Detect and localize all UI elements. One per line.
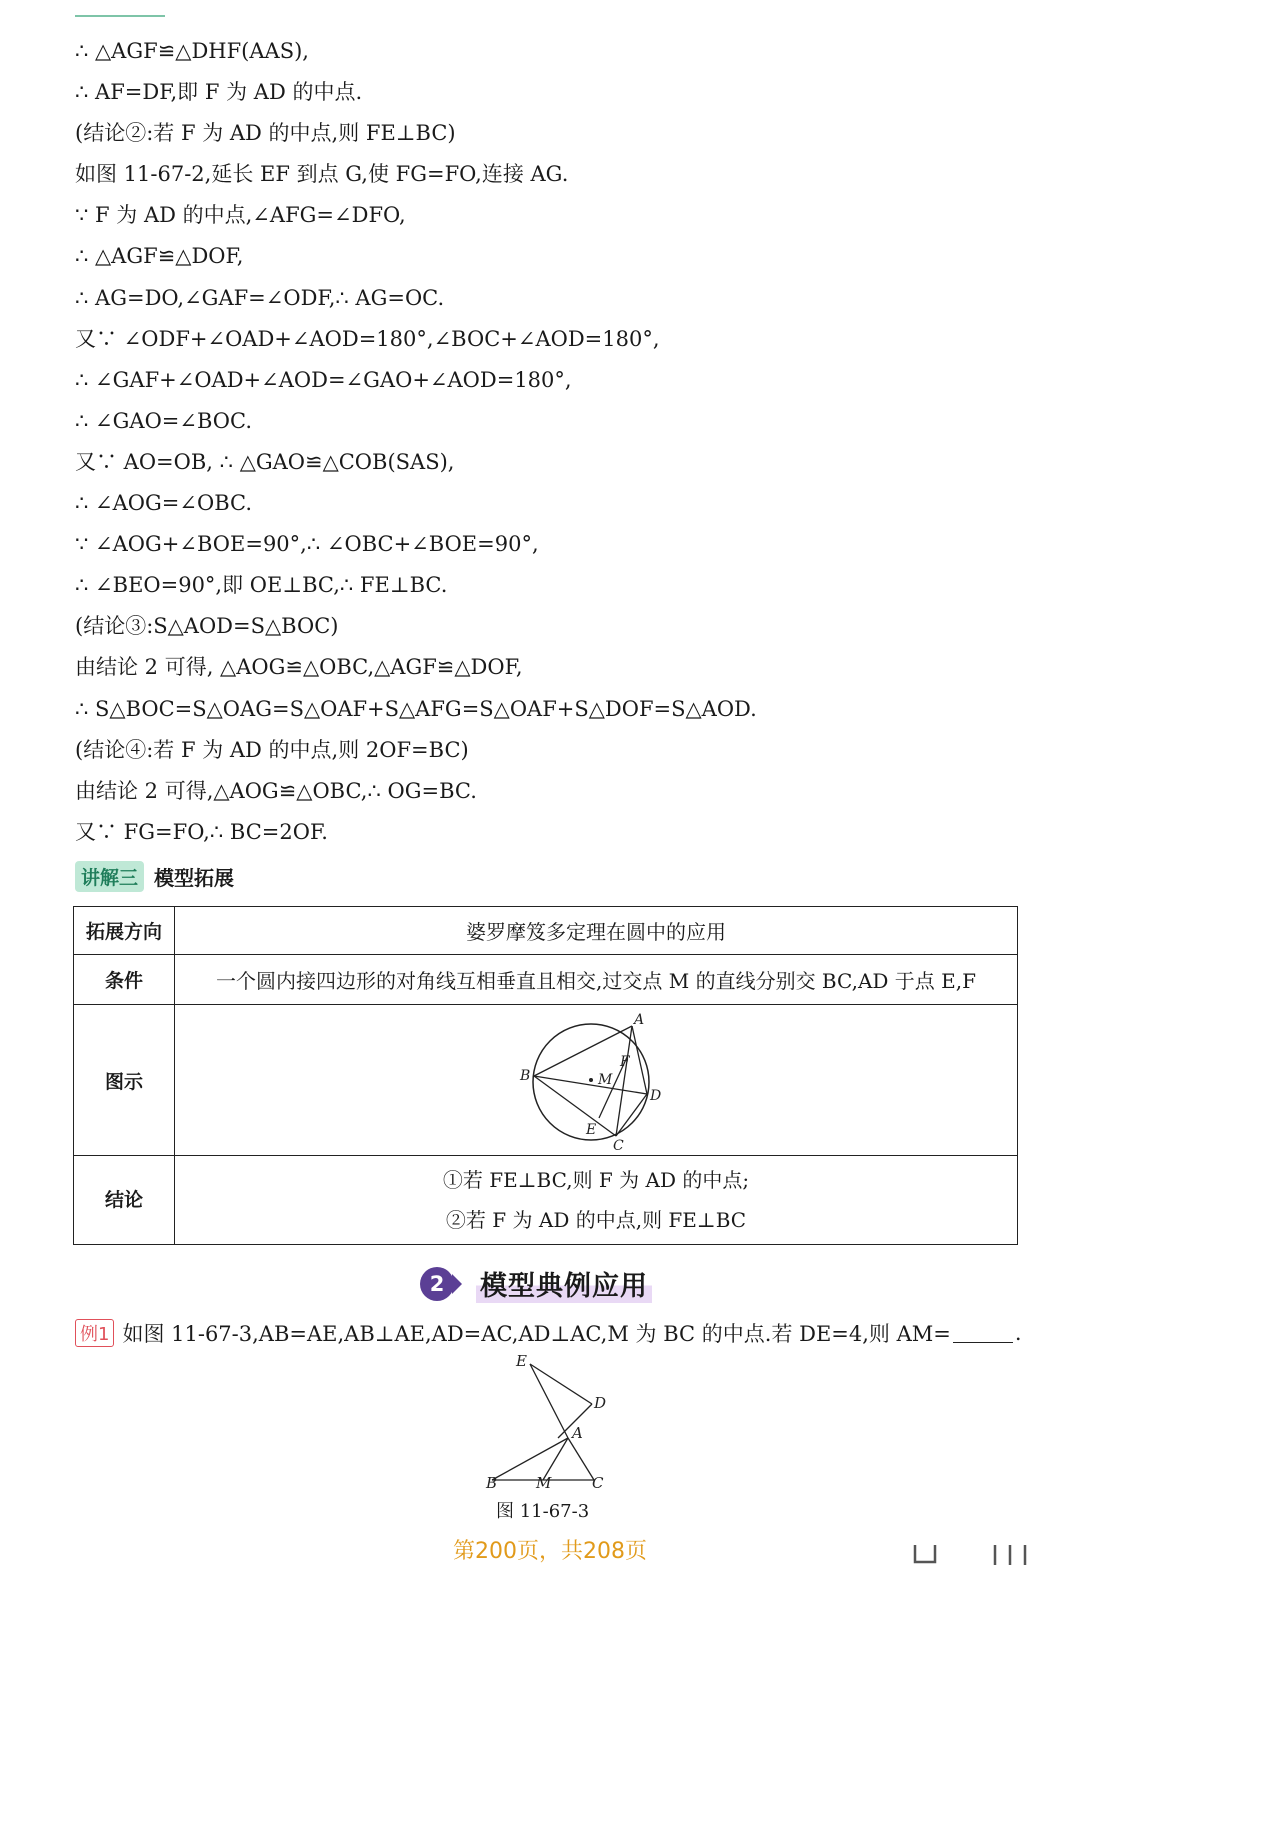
row-content: 一个圆内接四边形的对角线互相垂直且相交,过交点 M 的直线分别交 BC,AD 于点 E,F [175,955,1018,1005]
proof-line: 由结论 2 可得, △AOG≌△OBC,△AGF≌△DOF, [75,655,523,680]
label-m: M [598,1072,613,1088]
circle-quadrilateral-figure [506,1010,686,1150]
part-heading [420,1264,652,1303]
page-footer: 第200页，共208页 [453,1539,647,1564]
fig2-label-e: E [516,1352,527,1370]
answer-blank[interactable] [953,1324,1013,1343]
proof-line: ∴ ∠BEO=90°,即 OE⊥BC,∴ FE⊥BC. [75,573,448,598]
row-header: 图示 [74,1005,175,1156]
proof-line: ∴ ∠GAO=∠BOC. [75,408,253,433]
fig2-label-d: D [594,1394,607,1412]
proof-line: (结论②:若 F 为 AD 的中点,则 FE⊥BC) [75,121,456,146]
proof-line: ∵ F 为 AD 的中点,∠AFG=∠DFO, [75,203,406,228]
label-b: B [520,1068,531,1084]
row-header: 条件 [74,955,175,1005]
proof-line: (结论④:若 F 为 AD 的中点,则 2OF=BC) [75,737,469,762]
proof-line: 又∵ FG=FO,∴ BC=2OF. [75,819,328,844]
table-row [74,907,1018,955]
section-tag: 讲解三 [75,861,144,892]
nav-controls [905,1540,1055,1570]
example-tag: 例1 [75,1319,114,1347]
table-row [74,1005,1018,1156]
figure-caption: 图 11-67-3 [496,1501,590,1522]
section-heading [75,858,234,894]
row-content: 婆罗摩笈多定理在圆中的应用 [175,907,1018,955]
proof-line: ∴ AF=DF,即 F 为 AD 的中点. [75,80,363,105]
badge-arrow [452,1274,462,1294]
top-accent-bar [75,15,165,17]
part-number: 2 [420,1267,454,1301]
figure-cell [175,1005,1018,1156]
proof-line: ∵ ∠AOG+∠BOE=90°,∴ ∠OBC+∠BOE=90°, [75,532,539,557]
extension-table [73,906,1018,1245]
proof-line: ∴ ∠GAF+∠OAD+∠AOD=∠GAO+∠AOD=180°, [75,367,572,392]
part-title: 模型典例应用 [476,1264,652,1303]
label-d: D [650,1088,662,1104]
conclusion-line: ①若 FE⊥BC,则 F 为 AD 的中点; [442,1168,750,1192]
label-a: A [634,1012,645,1028]
proof-line: 又∵ ∠ODF+∠OAD+∠AOD=180°,∠BOC+∠AOD=180°, [75,326,660,351]
proof-line: 如图 11-67-2,延长 EF 到点 G,使 FG=FO,连接 AG. [75,162,569,187]
table-row [74,1156,1018,1245]
conclusion-line: ②若 F 为 AD 的中点,则 FE⊥BC [445,1208,747,1232]
label-e: E [586,1122,597,1138]
section-title: 模型拓展 [154,865,235,890]
example-text: 如图 11-67-3,AB=AE,AB⊥AE,AD=AC,AD⊥AC,M 为 BC 的中点.若 DE=4,则 AM= [122,1322,951,1346]
fig2-label-a: A [572,1424,583,1442]
fig2-label-b: B [486,1474,498,1492]
proof-line: ∴ AG=DO,∠GAF=∠ODF,∴ AG=OC. [75,285,445,310]
proof-line: 由结论 2 可得,△AOG≌△OBC,∴ OG=BC. [75,778,477,803]
row-header: 结论 [74,1156,175,1245]
home-icon[interactable] [915,1545,935,1562]
proof-text [75,32,1035,854]
proof-line: ∴ S△BOC=S△OAG=S△OAF+S△AFG=S△OAF+S△DOF=S△AOD. [75,696,757,721]
fig2-label-m: M [536,1474,552,1492]
proof-line: ∴ ∠AOG=∠OBC. [75,491,253,516]
proof-line: ∴ △AGF≌△DOF, [75,244,244,269]
fig2-label-c: C [592,1474,604,1492]
row-header: 拓展方向 [74,907,175,955]
label-c: C [613,1138,624,1150]
proof-line: 又∵ AO=OB, ∴ △GAO≌△COB(SAS), [75,449,455,474]
proof-line: (结论③:S△AOD=S△BOC) [75,614,339,639]
example-1 [75,1318,1022,1348]
row-content [175,1156,1018,1245]
triangle-figure [480,1352,620,1492]
label-f: F [620,1054,630,1070]
proof-line: ∴ △AGF≌△DHF(AAS), [75,39,309,63]
table-row [74,955,1018,1005]
example-end: . [1014,1321,1022,1345]
center-point [589,1078,593,1082]
